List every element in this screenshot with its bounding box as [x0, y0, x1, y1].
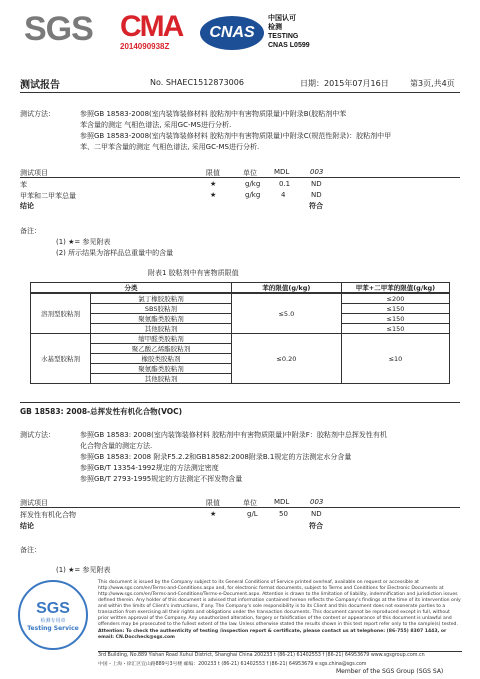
- row-mdl: 50: [279, 510, 288, 518]
- row-result: ND: [311, 191, 322, 199]
- method-label: 测试方法：: [20, 110, 55, 118]
- row-limit: ★: [210, 180, 217, 188]
- page-title: 测试报告: [20, 80, 60, 91]
- appendix-item: 聚氨酯类胶粘剂: [91, 364, 232, 374]
- method-text: [80, 430, 460, 485]
- section-divider: [20, 402, 460, 403]
- method-line: 参照GB 18583: 2008 附录F5.2.2和GB18582:2008附录B.1规定的方法测定水分含量: [80, 453, 352, 461]
- col-limit: 限值: [206, 499, 220, 507]
- row-unit: g/kg: [245, 180, 261, 188]
- col-unit: 单位: [243, 499, 257, 507]
- col-item: 测试项目: [20, 499, 48, 507]
- col-item: 测试项目: [20, 169, 48, 177]
- appendix-item: 橡胶类胶粘剂: [91, 354, 232, 364]
- table-row: [31, 293, 450, 304]
- row-item: 苯: [20, 181, 27, 189]
- toluene-limit: ≤150: [341, 314, 449, 324]
- page-number: 第3页,共4页: [410, 79, 455, 88]
- row-mdl: 4: [281, 191, 286, 199]
- conclusion-label: 结论: [20, 522, 34, 530]
- results-divider: [20, 177, 460, 178]
- conclusion-row: [20, 201, 460, 211]
- method-line: 参照GB/T 13354-1992规定的方法测定密度: [80, 464, 219, 472]
- table-row: [31, 334, 450, 344]
- appendix-item: 聚乙酸乙烯酯胶粘剂: [91, 344, 232, 354]
- appendix-header-toluene: 甲苯+二甲苯的限值(g/kg): [341, 283, 449, 294]
- col-sample: 003: [310, 498, 324, 506]
- header-divider: [20, 92, 460, 93]
- sgs-logo-text: SGS: [24, 10, 93, 48]
- col-mdl: MDL: [274, 168, 290, 176]
- row-item: 甲苯和二甲苯总量: [20, 192, 76, 200]
- cnas-cn: 中国认可: [268, 15, 296, 22]
- conclusion-value: 符合: [309, 202, 323, 210]
- method-line: 苯、二甲苯含量的测定 气相色谱法, 采用GC-MS进行分析.: [80, 143, 260, 151]
- toluene-limit: ≤200: [341, 293, 449, 304]
- toluene-limit: ≤150: [341, 304, 449, 314]
- cnas-logo: [200, 10, 330, 56]
- section2-heading: GB 18583: 2008-总挥发性有机化合物(VOC): [20, 407, 183, 416]
- table-row: [20, 180, 460, 190]
- sgs-logo: [24, 10, 98, 50]
- report-number: No. SHAEC1512873006: [150, 78, 244, 87]
- cnas-cn2: 检测: [268, 24, 282, 31]
- method-label: 测试方法：: [20, 431, 55, 439]
- method-line: 苯含量的测定 气相色谱法, 采用GC-MS进行分析.: [80, 121, 232, 129]
- table-row: [20, 510, 460, 520]
- method-line: 参照GB/T 2793-1995规定的方法测定不挥发物含量: [80, 475, 243, 483]
- appendix-header-category: 分类: [31, 283, 232, 294]
- cnas-text: [268, 14, 310, 50]
- cnas-mark: CNAS: [200, 16, 264, 50]
- col-sample: 003: [310, 168, 324, 176]
- note-2: (2) 所示结果为溶样品总重量中的含量: [56, 249, 174, 257]
- method-line: 化合物含量的测定方法.: [80, 442, 153, 450]
- legal-text: This document is issued by the Company subject to its General Conditions of Service printed overleaf, available on request or accessible at http://www.sgs.com/en/Terms-and-Conditions.aspx and, for electronic format documents, subject to Terms and Conditions for Electronic Documents at http://www.sgs.com/en/Terms-and-Conditions/Terms-e-Document.aspx. Attention is drawn to the limitation of liability, indemnification and jurisdiction issues defined therein. Any holder of this document is advised that information contained hereon reflects the Company's findings at the time of its intervention only and within the limits of Client's instructions, if any. The Company's sole responsibility is to its Client and this document does not exonerate parties to a transaction from exercising all their rights and obligations under the transaction documents. This document cannot be reproduced except in full, without prior written approval of the Company. Any unauthorized alteration, forgery or falsification of the content or appearance of this document is unlawful and offenders may be prosecuted to the fullest extent of the law. Unless otherwise stated the results shown in this test report refer only to the sample(s) tested.: [98, 580, 461, 627]
- col-unit: 单位: [243, 169, 257, 177]
- appendix-item: 其他胶粘剂: [91, 324, 232, 334]
- stamp-title: SGS: [36, 600, 70, 617]
- cma-logo: [120, 12, 190, 51]
- address-cn: 中国・上海・徐汇区宜山路889号3号楼 邮编：200233 t (86-21) 61402553 f (86-21) 64953679 e sgs.china@sgs.com: [98, 662, 367, 667]
- col-limit: 限值: [206, 169, 220, 177]
- footer-divider: [98, 651, 462, 652]
- water-group: 水基型胶粘剂: [31, 334, 91, 384]
- note-1: (1) ★= 参见附表: [56, 238, 111, 246]
- stamp-line1: 检测专用章: [40, 618, 66, 624]
- row-limit: ★: [210, 191, 217, 199]
- solvent-group: 溶剂型胶粘剂: [31, 293, 91, 334]
- row-unit: g/L: [247, 510, 258, 518]
- table-row: [20, 191, 460, 201]
- notes-label: 备注：: [20, 227, 41, 235]
- method-text: [80, 109, 460, 153]
- water-toluene-limit: ≤10: [341, 334, 449, 384]
- member-line: Member of the SGS Group (SGS SA): [336, 668, 444, 675]
- testing-service-stamp: [18, 580, 88, 650]
- appendix-header-benzene: 苯的限值(g/kg): [231, 283, 341, 294]
- appendix-item: SBS胶粘剂: [91, 304, 232, 314]
- appendix-table: [30, 282, 450, 384]
- row-limit: ★: [210, 510, 217, 518]
- appendix-caption: 附表1 胶粘剂中有害物质限值: [148, 269, 239, 277]
- results-divider: [20, 507, 460, 508]
- conclusion-value: 符合: [309, 522, 323, 530]
- row-mdl: 0.1: [279, 180, 291, 188]
- conclusion-label: 结论: [20, 202, 34, 210]
- note-1: (1) ★= 参见附表: [56, 566, 111, 574]
- row-unit: g/kg: [245, 191, 261, 199]
- notes-label: 备注：: [20, 546, 41, 554]
- water-benzene-limit: ≤0.20: [231, 334, 341, 384]
- toluene-limit: ≤150: [341, 324, 449, 334]
- cnas-en: TESTING: [268, 33, 299, 40]
- method-line: 参照GB 18583: 2008(室内装饰装修材料 胶粘剂中有害物质限量)中附录F：胶粘剂中总挥发性有机: [80, 431, 387, 439]
- legal-disclaimer: [98, 580, 462, 641]
- stamp-line2: Testing Service: [27, 625, 79, 632]
- col-mdl: MDL: [274, 498, 290, 506]
- row-result: ND: [311, 510, 322, 518]
- appendix-item: 氯丁橡胶胶粘剂: [91, 293, 232, 304]
- cma-number: 2014090938Z: [120, 42, 170, 51]
- conclusion-row: [20, 521, 460, 531]
- solvent-benzene-limit: ≤5.0: [231, 293, 341, 334]
- cma-logo-mark: CMA: [120, 10, 183, 43]
- report-date: 日期：2015年07月16日: [300, 79, 389, 88]
- appendix-item: 聚氨酯类胶粘剂: [91, 314, 232, 324]
- method-line: 参照GB 18583-2008(室内装饰装修材料 胶粘剂中有害物质限量)中附录B(胶粘剂中苯: [80, 110, 347, 118]
- appendix-item: 缩甲醛类胶粘剂: [91, 334, 232, 344]
- row-result: ND: [311, 180, 322, 188]
- cnas-number: CNAS L0599: [268, 42, 310, 49]
- row-item: 挥发性有机化合物: [20, 511, 76, 519]
- attention-text: Attention: To check the authenticity of testing /inspection report & certificate, please contact us at telephone: (86-755) 8307 1443, or email: CN.Doccheck@sgs.com: [98, 629, 447, 640]
- appendix-item: 其他胶粘剂: [91, 374, 232, 384]
- method-line: 参照GB 18583-2008(室内装饰装修材料 胶粘剂中有害物质限量)中附录C(规范性附录)：胶粘剂中甲: [80, 132, 392, 140]
- address-en: 3rd Building, No.889 Yishan Road Xuhui District, Shanghai China 200233 t (86-21) 61402553 f (86-21) 64953679 www.sgsgroup.com.cn: [98, 653, 425, 658]
